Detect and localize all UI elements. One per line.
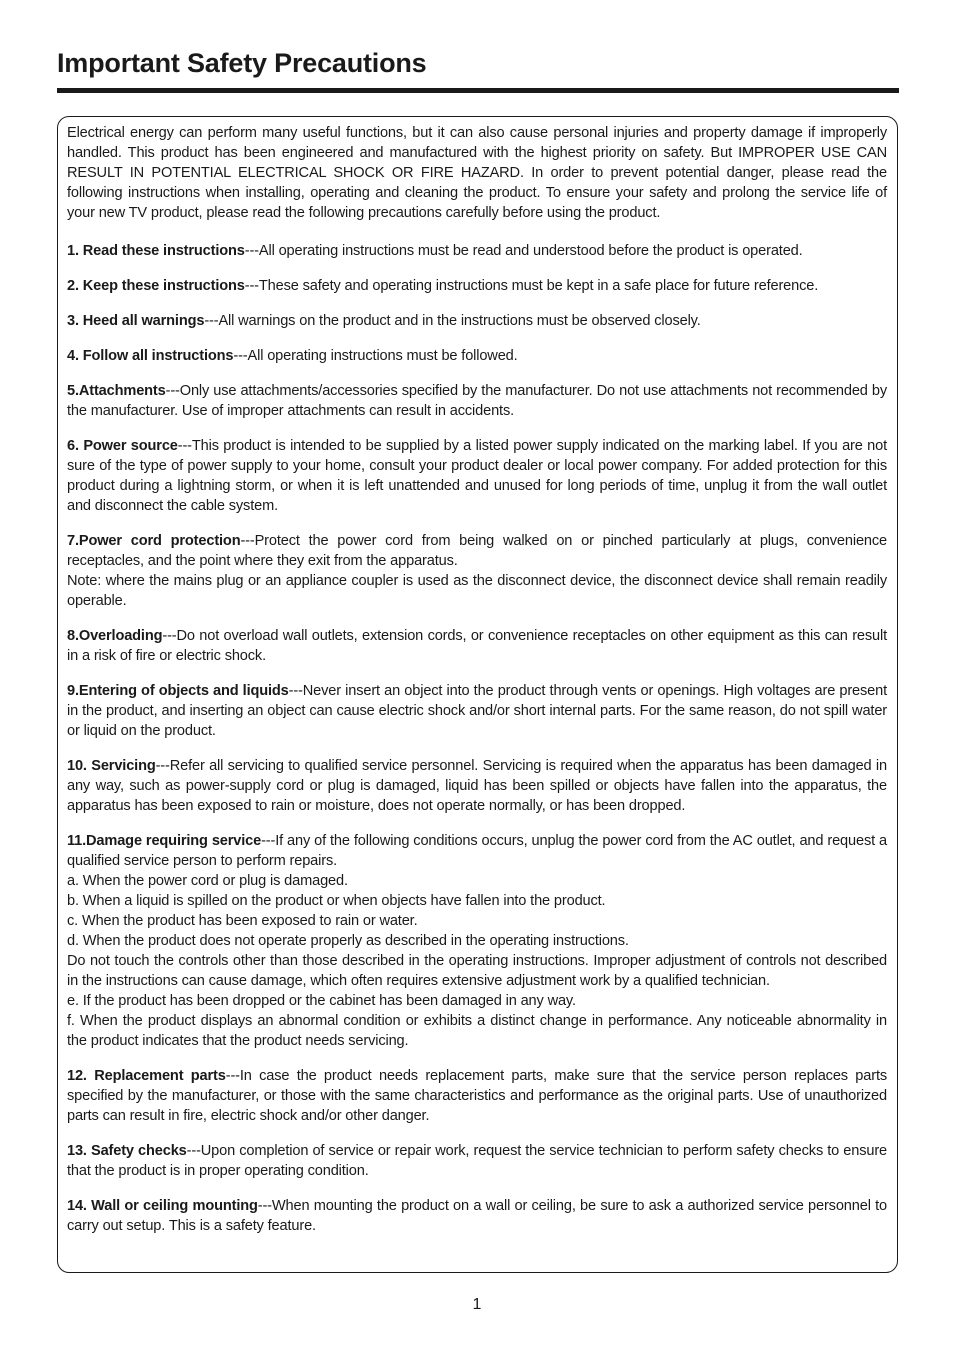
precaution-text: ---These safety and operating instructions must be kept in a safe place for future reference. [244, 278, 819, 294]
precaution-item [67, 681, 887, 741]
precaution-item [67, 831, 887, 1051]
precaution-subline: Do not touch the controls other than those described in the operating instructions. Improper adjustment of controls not described in the instructions can cause damage, which often requires extensive adjustment work by a qualified technician. [67, 953, 887, 989]
intro-paragraph: Electrical energy can perform many useful functions, but it can also cause personal injuries and property damage if improperly handled. This product has been engineered and manufactured with the highest priority on safety. But IMPROPER USE CAN RESULT IN POTENTIAL ELECTRICAL SHOCK OR FIRE HAZARD. In order to prevent potential danger, please read the following instructions when installing, operating and cleaning the product. To ensure your safety and prolong the service life of your new TV product, please read the following precautions carefully before using the product. [67, 125, 887, 221]
precaution-item [67, 311, 887, 331]
precaution-heading: 8.Overloading [67, 628, 163, 644]
precaution-subline: e. If the product has been dropped or the cabinet has been damaged in any way. [67, 993, 576, 1009]
precaution-heading: 9.Entering of objects and liquids [67, 683, 289, 699]
precaution-heading: 2. Keep these instructions [67, 278, 245, 294]
precaution-subline: a. When the power cord or plug is damaged. [67, 873, 348, 889]
precaution-subline: c. When the product has been exposed to rain or water. [67, 913, 418, 929]
page-number: 1 [472, 1296, 482, 1313]
precaution-item [67, 346, 887, 366]
precaution-text: ---Only use attachments/accessories specified by the manufacturer. Do not use attachments not recommended by the manufacturer. Use of improper attachments can result in accidents. [67, 383, 887, 419]
precaution-text: ---All operating instructions must be followed. [233, 348, 518, 364]
precaution-subline: Note: where the mains plug or an appliance coupler is used as the disconnect device, the disconnect device shall remain readily operable. [67, 573, 887, 609]
precaution-item [67, 531, 887, 611]
precaution-heading: 14. Wall or ceiling mounting [67, 1198, 258, 1214]
precaution-text: ---Refer all servicing to qualified service personnel. Servicing is required when the apparatus has been damaged in any way, such as power-supply cord or plug is damaged, liquid has been spilled or objects have fallen into the apparatus, the apparatus has been exposed to rain or moisture, does not operate normally, or has been dropped. [67, 758, 887, 814]
precautions-box [57, 116, 898, 1273]
precaution-item [67, 756, 887, 816]
precaution-item [67, 1141, 887, 1181]
title-rule [57, 88, 899, 93]
precaution-text: ---All warnings on the product and in the instructions must be observed closely. [204, 313, 701, 329]
precaution-heading: 3. Heed all warnings [67, 313, 205, 329]
precaution-subline: d. When the product does not operate properly as described in the operating instructions. [67, 933, 629, 949]
precaution-text: ---Do not overload wall outlets, extension cords, or convenience receptacles on other equipment as this can result in a risk of fire or electric shock. [67, 628, 887, 664]
precaution-heading: 7.Power cord protection [67, 533, 241, 549]
precaution-heading: 4. Follow all instructions [67, 348, 234, 364]
page-title: Important Safety Precautions [57, 48, 427, 78]
precaution-text: ---Upon completion of service or repair work, request the service technician to perform safety checks to ensure that the product is in proper operating condition. [67, 1143, 887, 1179]
precaution-subline: b. When a liquid is spilled on the product or when objects have fallen into the product. [67, 893, 606, 909]
precaution-heading: 6. Power source [67, 438, 178, 454]
precaution-item [67, 381, 887, 421]
precaution-item [67, 436, 887, 516]
precaution-heading: 12. Replacement parts [67, 1068, 226, 1084]
precaution-item [67, 626, 887, 666]
precaution-heading: 1. Read these instructions [67, 243, 245, 259]
precaution-subline: f. When the product displays an abnormal condition or exhibits a distinct change in performance. Any noticeable abnormality in the product indicates that the product needs servicing. [67, 1013, 887, 1049]
precautions-list [67, 241, 887, 1236]
precaution-heading: 10. Servicing [67, 758, 156, 774]
precaution-item [67, 1196, 887, 1236]
precaution-text: ---If any of the following conditions occurs, unplug the power cord from the AC outlet, and request a qualified service person to perform repairs. [67, 833, 887, 869]
precaution-heading: 13. Safety checks [67, 1143, 187, 1159]
precaution-text: ---Never insert an object into the product through vents or openings. High voltages are present in the product, and inserting an object can cause electric shock and/or short internal parts. For the same reason, do not spill water or liquid on the product. [67, 683, 887, 739]
precaution-heading: 11.Damage requiring service [67, 833, 262, 849]
precaution-text: ---Protect the power cord from being walked on or pinched particularly at plugs, convenience receptacles, and the point where they exit from the apparatus. [67, 533, 887, 569]
precaution-text: ---All operating instructions must be read and understood before the product is operated. [244, 243, 803, 259]
precaution-item [67, 241, 887, 261]
precaution-text: ---In case the product needs replacement parts, make sure that the service person replaces parts specified by the manufacturer, or those with the same characteristics and performance as the original parts. Use of unauthorized parts can result in fire, electric shock and/or other danger. [67, 1068, 887, 1124]
precaution-text: ---When mounting the product on a wall or ceiling, be sure to ask a authorized service personnel to carry out setup. This is a safety feature. [67, 1198, 887, 1234]
precaution-item [67, 1066, 887, 1126]
precaution-text: ---This product is intended to be supplied by a listed power supply indicated on the marking label. If you are not sure of the type of power supply to your home, consult your product dealer or local power company. For added protection for this product during a lightning storm, or when it is left unattended and unused for long periods of time, unplug it from the wall outlet and disconnect the cable system. [67, 438, 887, 514]
precaution-heading: 5.Attachments [67, 383, 166, 399]
precaution-item [67, 276, 887, 296]
